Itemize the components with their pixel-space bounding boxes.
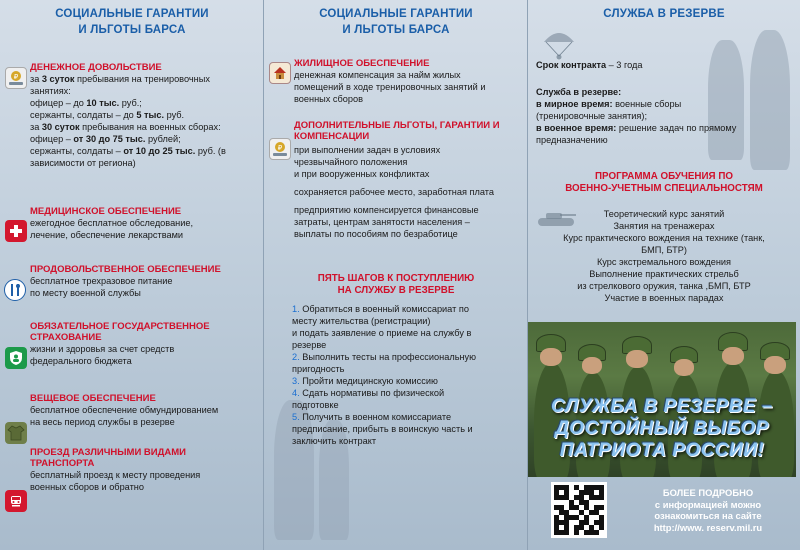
slogan-line-3: ПАТРИОТА РОССИИ! [559, 440, 765, 461]
money-line-1: за 3 суток пребывания на тренировочных [30, 74, 210, 84]
section-additional-benefits [294, 120, 522, 240]
program-item: БМП, БТР) [641, 245, 687, 255]
section-title-line2: КОМПЕНСАЦИИ [294, 131, 370, 142]
section-money-allowance [30, 62, 258, 169]
money-icon [5, 67, 27, 89]
column-title-line1: СОЦИАЛЬНЫЕ ГАРАНТИИ [319, 8, 473, 20]
section-transport [30, 447, 258, 493]
step-1-line-4: резерве [292, 340, 327, 350]
house-icon [269, 62, 291, 84]
step-1-line-2: месту жительства (регистрации) [292, 316, 431, 326]
face [764, 356, 786, 374]
medical-line-2: лечение, обеспечение лекарствами [30, 230, 184, 240]
money-line-2: занятиях: [30, 86, 71, 96]
transport-line-1: бесплатный проезд к месту проведения [30, 470, 201, 480]
train-icon [5, 490, 27, 512]
contract-term [536, 59, 786, 71]
step-3: 3. Пройти медицинскую комиссию [292, 376, 438, 386]
column-benefits-2 [264, 0, 528, 550]
section-title: ПРОДОВОЛЬСТВЕННОЕ ОБЕСПЕЧЕНИЕ [30, 264, 221, 275]
steps-title [264, 273, 528, 297]
step-2-line-2: пригодность [292, 364, 345, 374]
program-item: Курс практического вождения на технике (танк, [563, 233, 765, 243]
clothing-line-1: бесплатное обеспечение обмундированием [30, 405, 219, 415]
program-list [528, 208, 800, 304]
step-2: 2. Выполнить тесты на профессиональную [292, 352, 477, 362]
program-item: Участие в военных парадах [604, 293, 724, 303]
face [540, 348, 562, 366]
section-title-line1: ДОПОЛНИТЕЛЬНЫЕ ЛЬГОТЫ, ГАРАНТИИ И [294, 120, 500, 131]
steps-list [292, 303, 524, 447]
step-1: 1. Обратиться в военный комиссариат по [292, 304, 469, 314]
section-title-line2: СТРАХОВАНИЕ [30, 332, 102, 343]
section-title: МЕДИЦИНСКОЕ ОБЕСПЕЧЕНИЕ [30, 206, 182, 217]
more-info-line-2: с информацией можно [654, 498, 762, 510]
column-title: СЛУЖБА В РЕЗЕРВЕ [603, 8, 725, 20]
step-4: 4. Сдать нормативы по физической [292, 388, 445, 398]
section-clothing [30, 393, 258, 428]
money-line-3: офицер – до 10 тыс. руб.; [30, 98, 142, 108]
svg-text:₽: ₽ [277, 144, 283, 152]
step-5: 5. Получить в военном комиссариате [292, 412, 452, 422]
steps-title-line1: ПЯТЬ ШАГОВ К ПОСТУПЛЕНИЮ [317, 273, 475, 284]
section-title-line1: ОБЯЗАТЕЛЬНОЕ ГОСУДАРСТВЕННОЕ [30, 321, 210, 332]
svg-text:₽: ₽ [13, 73, 19, 81]
benefits-line-3: и при вооруженных конфликтах [294, 169, 430, 179]
benefits-line-1: при выполнении задач в условиях [294, 145, 441, 155]
step-5-line-2: предписание, прибыть в воинскую часть и [292, 424, 473, 434]
column-title-line2: И ЛЬГОТЫ БАРСА [78, 24, 186, 36]
insurance-line-1: жизни и здоровья за счет средств [30, 344, 175, 354]
section-food [30, 264, 258, 299]
steps-title-line2: НА СЛУЖБУ В РЕЗЕРВЕ [337, 285, 455, 296]
more-info-line-1: БОЛЕЕ ПОДРОБНО [662, 487, 754, 498]
contract-term-value: – 3 года [606, 60, 643, 70]
transport-line-2: военных сборов и обратно [30, 482, 144, 492]
uniform-icon [5, 422, 27, 444]
program-title-line2: ВОЕННО-УЧЕТНЫМ СПЕЦИАЛЬНОСТЯМ [565, 183, 763, 194]
program-title-line1: ПРОГРАММА ОБУЧЕНИЯ ПО [595, 171, 733, 182]
benefits-line-5: предприятию компенсируется финансовые [294, 205, 479, 215]
benefits-line-4: сохраняется рабочее место, заработная плата [294, 187, 494, 197]
column-title [0, 6, 264, 38]
section-medical [30, 206, 258, 241]
section-title: ДЕНЕЖНОЕ ДОВОЛЬСТВИЕ [30, 62, 162, 73]
program-item: Курс экстремального вождения [596, 257, 732, 267]
cutlery-icon [4, 279, 26, 301]
qr-code-pattern [554, 485, 604, 535]
program-item: из стрелкового оружия, танка ,БМП, БТР [577, 281, 751, 291]
column-title-line2: И ЛЬГОТЫ БАРСА [342, 24, 450, 36]
benefits-line-6: затраты, центрам занятости населения – [294, 217, 470, 227]
money-line-7: сержанты, солдаты – от 10 до 25 тыс. руб. (в [30, 146, 226, 156]
section-title: ВЕЩЕВОЕ ОБЕСПЕЧЕНИЕ [30, 393, 156, 404]
column-title [264, 6, 528, 38]
section-housing [294, 58, 522, 105]
money-line-5: за 30 суток пребывания на военных сборах: [30, 122, 221, 132]
money-line-8: зависимости от региона) [30, 158, 136, 168]
step-4-line-2: подготовке [292, 400, 339, 410]
section-insurance [30, 321, 258, 367]
face [626, 350, 648, 368]
program-item: Выполнение практических стрельб [589, 269, 739, 279]
step-1-line-3: и подать заявление о приеме на службу в [292, 328, 472, 338]
step-5-line-3: заключить контракт [292, 436, 377, 446]
contract-term-label: Срок контракта [536, 60, 607, 70]
food-line-2: по месту военной службы [30, 288, 141, 298]
slogan [528, 396, 796, 462]
website-link[interactable]: http://www. reserv.mil.ru [653, 521, 763, 533]
program-item: Занятия на тренажерах [613, 221, 715, 231]
clothing-line-2: на весь период службы в резерве [30, 417, 175, 427]
insurance-line-2: федерального бюджета [30, 356, 132, 366]
face [674, 359, 694, 376]
face [582, 357, 602, 374]
face [722, 347, 744, 365]
benefits-line-2: чрезвычайного положения [294, 157, 408, 167]
more-info [618, 487, 798, 533]
housing-line-3: военных сборов [294, 94, 363, 104]
war-time-line-2: предназначению [536, 135, 608, 145]
war-time: в военное время: решение задач по прямому [536, 123, 737, 133]
qr-module [599, 530, 604, 535]
slogan-line-1: СЛУЖБА В РЕЗЕРВЕ – [551, 396, 773, 417]
benefits-line-7: выплаты по пособиям по безработице [294, 229, 458, 239]
money-line-6: офицер – от 30 до 75 тыс. рублей; [30, 134, 181, 144]
reserve-service-block [536, 86, 796, 146]
more-info-line-3: ознакомиться на сайте [654, 510, 762, 521]
shield-person-icon [5, 347, 27, 369]
section-title-line1: ПРОЕЗД РАЗЛИЧНЫМИ ВИДАМИ [30, 447, 186, 458]
food-line-1: бесплатное трехразовое питание [30, 276, 173, 286]
program-title [528, 171, 800, 195]
service-title: Служба в резерве: [536, 87, 622, 97]
program-item: Теоретический курс занятий [603, 209, 725, 219]
medical-cross-icon [5, 220, 27, 242]
qr-code[interactable] [551, 482, 607, 538]
peace-time: в мирное время: военные сборы [536, 99, 682, 109]
peace-time-line-2: (тренировочные занятия); [536, 111, 648, 121]
money-hand-icon [269, 138, 291, 160]
medical-line-1: ежегодное бесплатное обследование, [30, 218, 194, 228]
slogan-line-2: ДОСТОЙНЫЙ ВЫБОР [555, 418, 769, 439]
column-benefits-1 [0, 0, 264, 550]
money-line-4: сержанты, солдаты – до 5 тыс. руб. [30, 110, 185, 120]
section-title-line2: ТРАНСПОРТА [30, 458, 95, 469]
column-title-line1: СОЦИАЛЬНЫЕ ГАРАНТИИ [55, 8, 209, 20]
housing-line-1: денежная компенсация за найм жилых [294, 70, 461, 80]
section-title: ЖИЛИЩНОЕ ОБЕСПЕЧЕНИЕ [294, 58, 430, 69]
housing-line-2: помещений в ходе тренировочных занятий и [294, 82, 486, 92]
